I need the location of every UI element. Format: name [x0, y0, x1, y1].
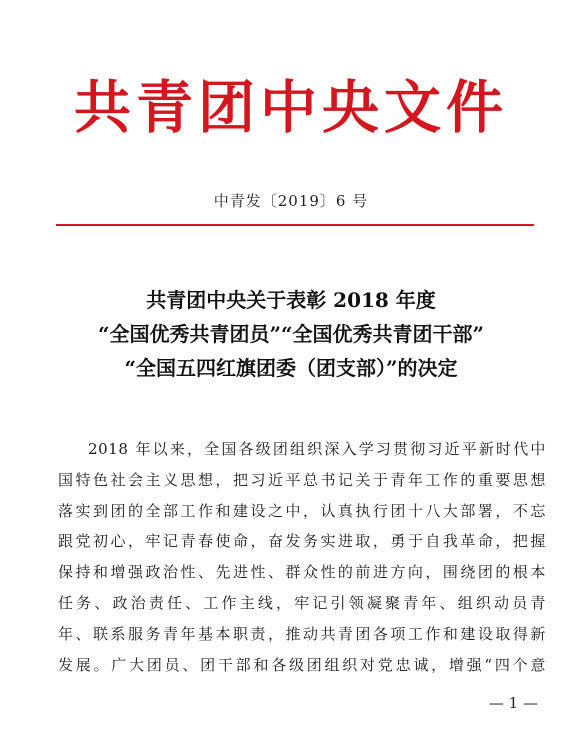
body-line-7: 年、联系服务青年基本职责，推动共青团各项工作和建设取得新: [58, 624, 546, 643]
title-line-2: “全国优秀共青团员”“全国优秀共青团干部”: [97, 322, 484, 346]
title-line-1: 共青团中央关于表彰 2018 年度: [146, 288, 436, 312]
document-body: [58, 434, 546, 680]
body-line-5: 保持和增强政治性、先进性、群众性的前进方向，围绕团的根本: [58, 563, 546, 582]
body-line-2: 国特色社会主义思想，把习近平总书记关于青年工作的重要思想: [58, 470, 546, 489]
document-header-title: 共青团中央文件: [74, 74, 508, 141]
body-line-8: 发展。广大团员、团干部和各级团组织对党忠诚，增强“四个意: [58, 655, 546, 674]
body-line-6: 任务、政治责任、工作主线，牢记引领凝聚青年、组织动员青: [58, 593, 546, 612]
page-number: — 1 —: [488, 694, 538, 712]
body-line-3: 落实到团的全部工作和建设之中，认真执行团十八大部署，不忘: [58, 501, 546, 520]
document-number: 中青发〔2019〕6 号: [213, 192, 369, 210]
red-divider-line: [56, 224, 534, 226]
document-title: [0, 283, 582, 385]
body-line-4: 跟党初心，牢记青春使命，奋发务实进取，勇于自我革命，把握: [58, 532, 546, 551]
body-line-1: 2018 年以来，全国各级团组织深入学习贯彻习近平新时代中: [88, 440, 546, 458]
title-line-3: “全国五四红旗团委（团支部）”的决定: [124, 356, 458, 380]
